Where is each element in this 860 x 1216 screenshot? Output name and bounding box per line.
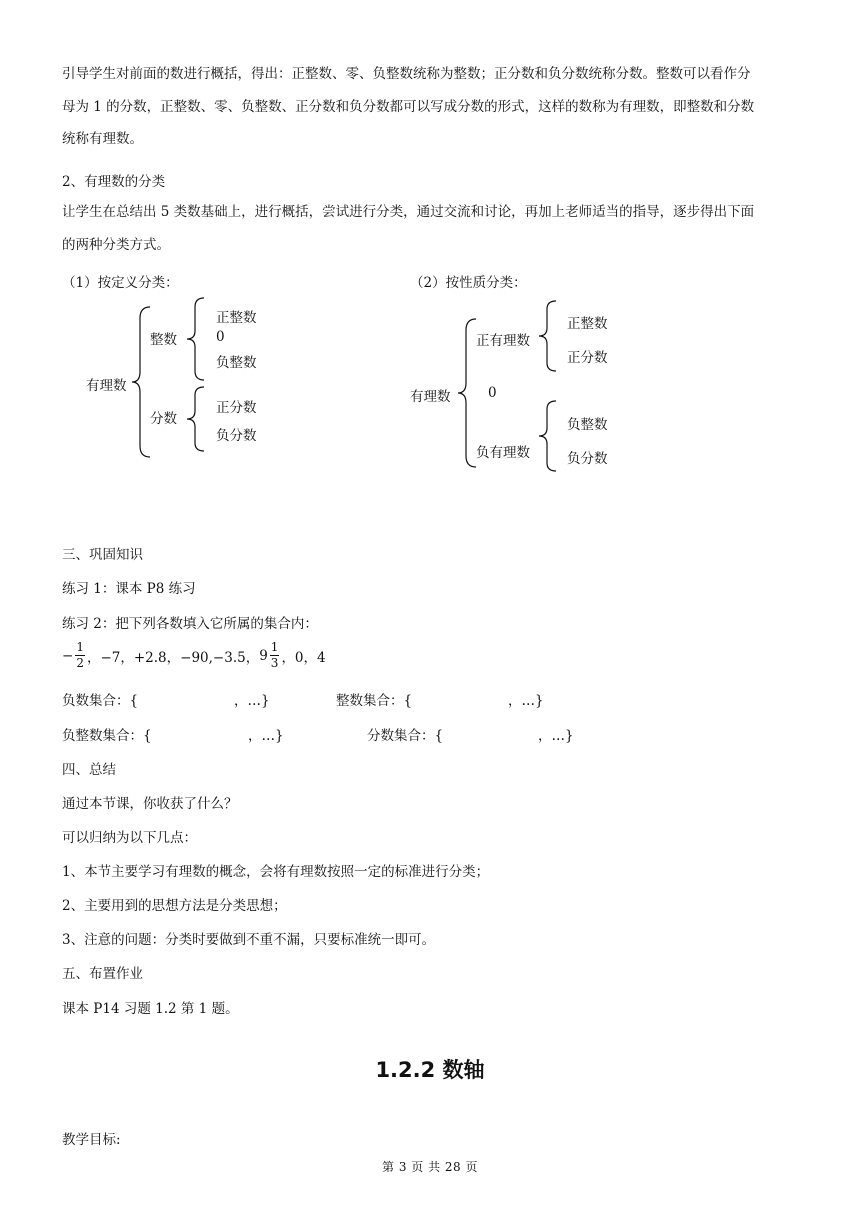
def-root-label: 有理数 (86, 378, 127, 394)
def-integers-label: 整数 (150, 332, 177, 348)
number-list-tail: ，0，4 (281, 649, 326, 666)
intro-paragraph (62, 58, 804, 156)
summary-point-1: 1、本节主要学习有理数的概念，会将有理数按照一定的标准进行分类； (62, 864, 490, 880)
summary-question: 通过本节课，你收获了什么？ (62, 796, 238, 812)
sign-negative-integer: 负整数 (567, 417, 608, 433)
minus-sign: − (62, 647, 74, 664)
section4-heading: 四、总结 (62, 762, 116, 778)
fraction-denominator: 3 (270, 656, 279, 670)
homework: 课本 P14 习题 1.2 第 1 题。 (62, 1001, 239, 1017)
section2-paragraph (62, 196, 804, 261)
summary-point-2: 2、主要用到的思想方法是分类思想； (62, 898, 287, 914)
sign-classification-heading: （2）按性质分类： (410, 275, 527, 291)
negative-set-ending: ，…} (234, 693, 270, 709)
fraction-one-third (270, 640, 280, 671)
def-positive-integer: 正整数 (216, 310, 257, 326)
def-integers-brace-icon (184, 297, 206, 381)
section2-line-2: 的两种分类方式。 (62, 236, 170, 253)
section2-heading: 2、有理数的分类 (62, 174, 166, 190)
integer-set-ending: ，…} (508, 693, 544, 709)
section5-heading: 五、布置作业 (62, 966, 143, 982)
fraction-denominator: 2 (76, 656, 84, 670)
fraction-numerator: 1 (76, 640, 84, 654)
negative-integer-set-ending: ，…} (248, 728, 284, 744)
mixed-number-whole: 9 (259, 647, 268, 664)
intro-line-1: 引导学生对前面的数进行概括，得出：正整数、零、负整数统称为整数；正分数和负分数统称分数。整数可以看作分 (62, 66, 751, 82)
number-list (62, 640, 326, 671)
sign-root-brace-icon (456, 318, 478, 468)
definition-classification-heading: （1）按定义分类： (62, 275, 179, 291)
integer-set-label: 整数集合：{ (336, 693, 413, 709)
sign-positive-brace-icon (536, 300, 558, 372)
def-negative-fraction: 负分数 (216, 428, 257, 444)
summary-intro: 可以归纳为以下几点： (62, 830, 197, 846)
def-negative-integer: 负整数 (216, 355, 257, 371)
page-footer: 第 3 页 共 28 页 (382, 1160, 478, 1174)
sign-negative-label: 负有理数 (476, 445, 530, 461)
next-section-title: 1.2.2 数轴 (375, 1058, 485, 1082)
teaching-goals-heading: 教学目标: (62, 1132, 121, 1148)
fraction-set-label: 分数集合：{ (367, 728, 444, 744)
exercise-2: 练习 2：把下列各数填入它所属的集合内： (62, 616, 318, 632)
sign-negative-brace-icon (536, 400, 558, 472)
section3-heading: 三、巩固知识 (62, 547, 143, 563)
fraction-set-ending: ，…} (538, 728, 574, 744)
sign-positive-fraction: 正分数 (567, 350, 608, 366)
def-fractions-label: 分数 (150, 411, 177, 427)
sign-negative-fraction: 负分数 (567, 451, 608, 467)
fraction-numerator: 1 (270, 640, 279, 654)
summary-point-3: 3、注意的问题：分类时要做到不重不漏，只要标准统一即可。 (62, 932, 436, 948)
exercise-1: 练习 1：课本 P8 练习 (62, 581, 196, 597)
number-list-middle: ，−7，+2.8，−90,−3.5， (86, 649, 260, 666)
def-fractions-brace-icon (184, 386, 206, 452)
sign-positive-integer: 正整数 (567, 316, 608, 332)
sign-positive-label: 正有理数 (476, 333, 530, 349)
def-root-brace-icon (130, 306, 152, 458)
fraction-one-half (75, 640, 85, 671)
negative-set-label: 负数集合：{ (62, 693, 139, 709)
intro-line-2: 母为 1 的分数，正整数、零、负整数、正分数和负分数都可以写成分数的形式，这样的数称为有理数，即整数和分数 (62, 98, 755, 115)
sign-root-label: 有理数 (410, 389, 451, 405)
negative-integer-set-label: 负整数集合：{ (62, 728, 152, 744)
sign-zero: 0 (488, 385, 497, 401)
section2-line-1: 让学生在总结出 5 类数基础上，进行概括，尝试进行分类，通过交流和讨论，再加上老师适当的指导，逐步得出下面 (62, 204, 755, 220)
def-zero: 0 (216, 329, 225, 345)
intro-line-3: 统称有理数。 (62, 131, 143, 147)
def-positive-fraction: 正分数 (216, 400, 257, 416)
